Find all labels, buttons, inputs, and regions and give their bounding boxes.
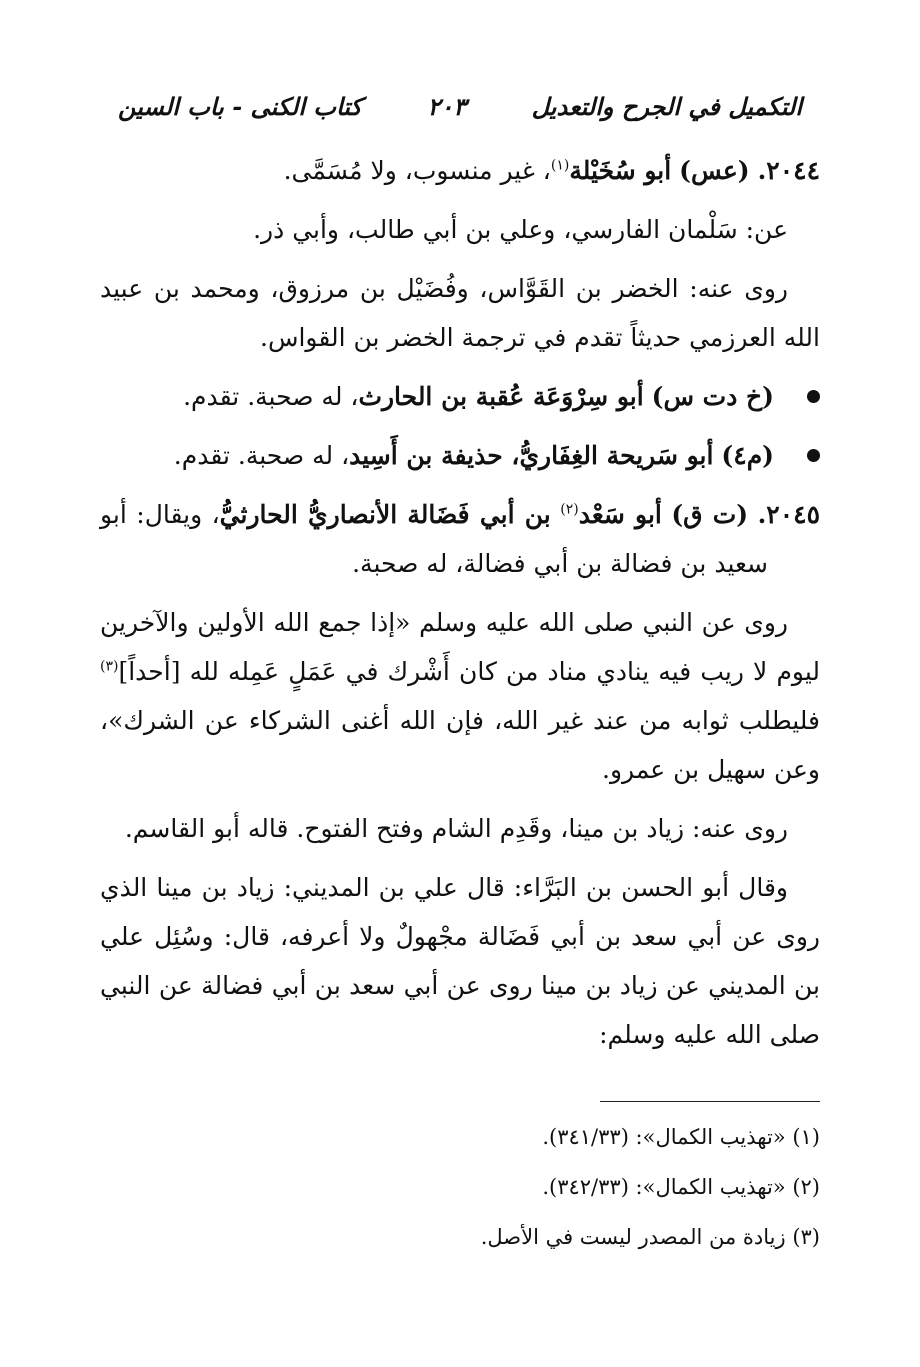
main-text [100,146,820,1069]
entry-2045 [100,490,820,588]
bullet-symbols: (م٤) [721,441,774,470]
bullet-name: أبو سِرْوَعَة عُقبة بن الحارث [358,382,644,411]
entry-2044 [100,146,820,195]
entry-rest: ، ويقال: أبو سعيد بن فضالة بن أبي فضالة، له صحبة. [100,500,768,578]
bullet-rest: ، له صحبة. تقدم. [183,382,359,411]
entry-rest: ، غير منسوب، ولا مُسَمَّى. [283,156,551,185]
hadith-text-1: روى عن النبي صلى الله عليه وسلم «إذا جمع الله الأولين والآخرين ليوم لا ريب فيه ينادي مناد من كان أَشْرك في عَمَلٍ عَمِله لله [أحداً] [100,608,820,686]
footnote-1: (١) «تهذيب الكمال»: (٣٤١/٣٣). [542,1125,820,1149]
bullet-entry-2 [100,431,820,480]
paragraph-narrated-from: عن: سَلْمان الفارسي، وعلي بن أبي طالب، وأبي ذر. [253,215,788,244]
footnote-ref-2: (٢) [560,501,579,518]
entry-symbols: (عس) [679,156,750,185]
bullet-dot-icon [807,449,820,462]
paragraph-hadith [100,598,820,794]
paragraph-narrated-by-2045: روى عنه: زياد بن مينا، وقَدِم الشام وفتح الفتوح. قاله أبو القاسم. [124,814,788,843]
header-page-number: ٢٠٣ [427,91,467,121]
footnote-3: (٣) زيادة من المصدر ليست في الأصل. [480,1225,820,1249]
footnote-separator [600,1101,820,1102]
hadith-text-2: فليطلب ثوابه من عند غير الله، فإن الله أغنى الشركاء عن الشرك»، وعن سهيل بن عمرو. [100,706,820,784]
footnotes [100,1116,820,1266]
footnote-2: (٢) «تهذيب الكمال»: (٣٤٢/٣٣). [542,1175,820,1199]
entry-number: ٢٠٤٥. [757,500,820,529]
paragraph-ibn-al-madini: وقال أبو الحسن بن البَرَّاء: قال علي بن المديني: زياد بن مينا الذي روى عن أبي سعد بن أبي فَضَالة مجْهولٌ ولا أعرفه، قال: وسُئِل علي بن المديني عن زياد بن مينا روى عن أبي سعد بن أبي فضالة عن النبي صلى الله عليه وسلم: [100,873,820,1049]
footnote-ref-3: (٣) [100,658,119,675]
entry-name: أبو سَعْد [578,500,662,529]
paragraph-narrated-by: روى عنه: الخضر بن القَوَّاس، وفُضَيْل بن مرزوق، ومحمد بن عبيد الله العرزمي حديثاً تقدم في ترجمة الخضر بن القواس. [100,274,820,352]
entry-symbols: (ت ق) [671,500,749,529]
entry-name: أبو سُخَيْلة [569,156,672,185]
footnote-ref-1: (١) [550,157,570,174]
entry-number: ٢٠٤٤. [757,156,820,185]
bullet-rest: ، له صحبة. تقدم. [173,441,350,470]
header-section: كتاب الكنى - باب السين [118,91,362,121]
bullet-name: أبو سَريحة الغِفَاريُّ، حذيفة بن أَسِيد [349,441,714,470]
bullet-dot-icon [807,390,820,403]
header-book-title: التكميل في الجرح والتعديل [531,91,802,121]
bullet-symbols: (خ دت س) [651,382,774,411]
running-header [118,84,802,128]
entry-name-continued: بن أبي فَضَالة الأنصاريُّ الحارثيُّ [219,500,551,529]
bullet-entry-1 [100,372,820,421]
